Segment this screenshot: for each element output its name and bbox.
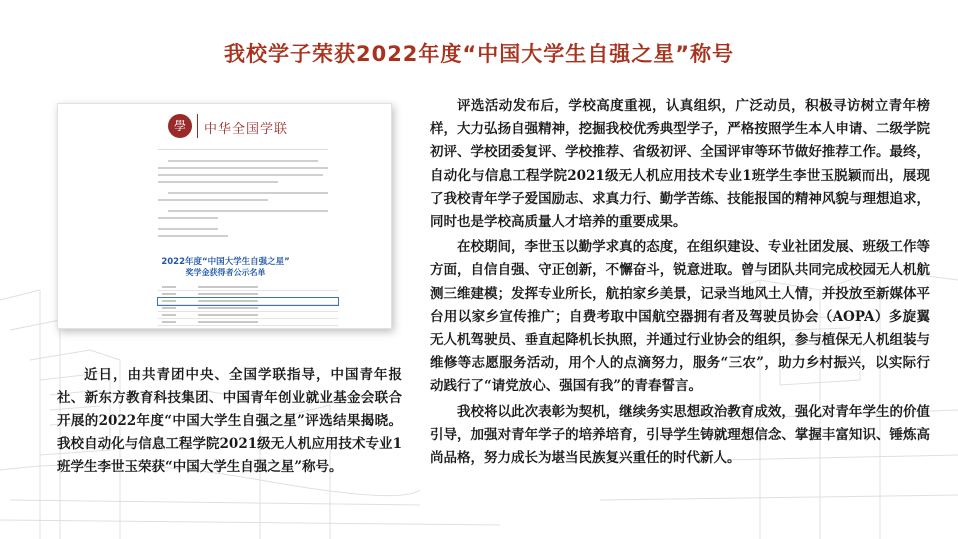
photo-heading: 2022年度“中国大学生自强之星” (161, 257, 290, 267)
table-row (158, 312, 338, 319)
photo-divider (197, 114, 198, 138)
table-row (158, 305, 338, 312)
photo-text-line (158, 181, 278, 183)
table-row-highlighted (158, 298, 338, 305)
photo-text-line (158, 228, 218, 230)
certificate-photo (57, 103, 392, 329)
article-paragraph: 我校将以此次表彰为契机，继续务实思想政治教育成效，强化对青年学生的价值引导，加强对青年学子的培养培育，引导学生铸就理想信念、掌握丰富知识、锤炼高尚品格，努力成长为堪当民族复兴重任的时代新人。 (430, 403, 930, 467)
photo-text-line (158, 167, 328, 169)
photo-subheading: 奖学金获得者公示名单 (185, 268, 266, 277)
photo-header-rule (158, 149, 328, 150)
federation-seal-icon: 學 (168, 114, 192, 138)
article-body (430, 95, 930, 472)
table-row (158, 284, 338, 291)
photo-org-name: 中华全国学联 (204, 122, 289, 137)
article-paragraph: 评选活动发布后，学校高度重视，认真组织，广泛动员，积极寻访树立青年榜样，大力弘扬自强精神，挖掘我校优秀典型学子，严格按照学生本人申请、二级学院初评、学校团委复评、学校推荐、省级初评、全国评审等环节做好推荐工作。最终，自动化与信息工程学院2021级无人机应用技术专业1班学生李世玉脱颖而出，展现了我校青年学子爱国励志、求真力行、勤学苦练、技能报国的精神风貌与理想追求，同时也是学校高质量人才培养的重要成果。 (430, 98, 930, 231)
photo-text-line (158, 217, 218, 219)
photo-text-line (158, 174, 323, 176)
photo-caption-paragraph: 近日，由共青团中央、全国学联指导，中国青年报社、新东方教育科技集团、中国青年创业就业基金会联合开展的2022年度“中国大学生自强之星”评选结果揭晓。我校自动化与信息工程学院2021级无人机应用技术专业1班学生李世玉荣获“中国大学生自强之星”称号。 (57, 367, 402, 475)
photo-text-line (168, 192, 328, 194)
article-paragraph: 在校期间，李世玉以勤学求真的态度，在组织建设、专业社团发展、班级工作等方面，自信自强、守正创新，不懈奋斗，锐意进取。曾与团队共同完成校园无人机航测三维建模；发挥专业所长，航拍家乡美景，记录当地风土人情，并投放至新媒体平台用以家乡宣传推广；自费考取中国航空器拥有者及驾驶员协会（AOPA）多旋翼无人机驾驶员、垂直起降机长执照，并通过行业协会的组织，参与植保无人机组装与维修等志愿服务活动，用个人的点滴努力，服务“三农”，助力乡村振兴，以实际行动践行了“请党放心、强国有我”的青春誓言。 (430, 239, 930, 395)
photo-text-line (158, 199, 268, 201)
page-title: 我校学子荣获2022年度“中国大学生自强之星”称号 (223, 42, 735, 66)
table-row (158, 291, 338, 298)
photo-text-line (168, 210, 328, 212)
photo-name-table (158, 284, 338, 326)
table-row (158, 319, 338, 326)
photo-text-line (158, 235, 228, 237)
photo-text-line (168, 160, 318, 162)
